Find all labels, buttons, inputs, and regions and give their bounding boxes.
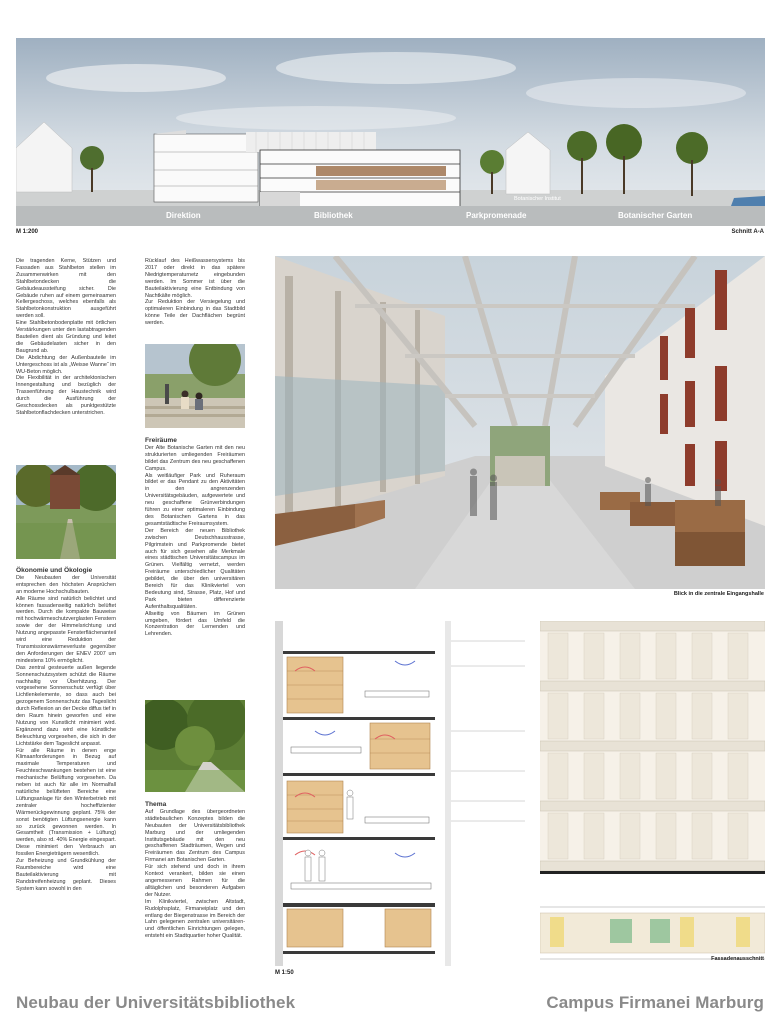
facade-caption: Fassadenausschnitt [711,956,764,962]
render-entrance-hall [275,256,765,589]
text-column-2b [145,436,245,638]
text-column-1b [16,566,116,893]
section-scale: M 1:200 [16,229,39,235]
label-parkpromenade: Parkpromenade [466,211,527,220]
paragraph: Die Abdichtung der Außenbauteile im Untergeschoss ist als „Weisse Wanne“ im WU-Beton möglich. [16,354,116,375]
paragraph: Eine Stahlbetonbodenplatte mit örtlichen Verstärkungen unter den lastabtragenden Bauteilen dient als Gründung und leitet die Gebäudelasten sicher in den Baugrund ab. [16,320,116,354]
photo-students-steps [145,344,245,428]
section-title: Schnitt A-A [731,229,764,235]
paragraph: Der Bereich der neuen Bibliothek zwischen Deutschhausstrasse, Pilgrimstein und Parkpromende bietet auch für sich gesehen alle Merkmale eines städtischen Universitätscampus im Grünen. Vielfältig vernetzt, werden Freiräume unterschiedlicher Qualitäten gebildet, die über den universitären Bereich für das Klinikviertel von Bedeutung sind, Strasse, Platz, Hof und Park bieten differenzierte Aufenthaltsqualitäten. [145,527,245,610]
heading-freiraeume: Freiräume [145,437,177,444]
paragraph: Die tragenden Kerne, Stützen und Fassaden aus Stahlbeton stellen im Zusammenwirken mit den Stahlbetondecken die Gebäudeaussteifung sicher. Die Gebäude ruhen auf einem gemeinsamen Kellergeschoss, welches ebenfalls als Stahlbetonkonstruktion ausgeführt werden soll. [16,258,116,320]
footer-title-right: Campus Firmanei Marburg [546,993,764,1012]
paragraph: Für sich stehend und doch in ihrem Kontext verankert, bilden sie einen angemessenen Rahmen für die alltäglichen und besonderen Aufgaben der Nutzer. [145,864,245,898]
label-institut: Botanischer Institut [514,196,561,202]
paragraph: Auf Grundlage des übergeordneten städtebaulichen Konzeptes bilden die Neubauten der Universitätsbibliothek Marburg und der umliegenden Institutsgebäude mit den neu geschaffenen Stadträumen, Wegen und Freiräumen das Zentrum des Campus Firmanei am Botanischen Garten. [145,808,245,864]
paragraph: Als weitläufiger Park und Ruheraum bildet er das Pendant zu den Aktivitäten in den angrenzenden Universitätsgebäuden, aufgewertete und neu geschaffene Grünverbindungen führen zu einer optimaleren Einbindung des Botanischen Gartens in das gesamtstädtische Freiraumsystem. [145,472,245,527]
section-illustration [16,38,765,226]
paragraph: Für alle Räume in denen enge Klimaanforderungen in Bezug auf maximale Temperaturen und Feuchteschwankungen bestehen ist eine mechanische Belüftung vorgesehen. Da neben ist auch für alle im Normalfall natürliche belüfteten Bereiche eine Lüftungsanlage für den Winterbetrieb mit zentraler hocheffizienter Wärmerückgewinnung geplant. 75% der sonst benötigten Lüftungsenergie kann so zurück gewonnen werden. In Gesamtheit (Transmission + Lüftung) werden, also rd. 40% Energie eingespart. Diese minimiert den Verbrauch an fossilen Energieträgern wesentlich. [16,747,116,858]
paragraph: Die Flexibilität in der architektonischen Innengestaltung und bezüglich der Trassenführung der Haustechnik wird durch die Ausführung der Geschossdecken als punktgestützte Stahlbetonflachdecken unterstrichen. [16,375,116,416]
paragraph: Die Neubauten der Universität entsprechen den höchsten Ansprüchen an moderne Hochschulbauten. [16,574,116,595]
paragraph: Im Klinikviertel, zwischen Altstadt, Rudolphsplatz, Firmaneiplatz und den entlang der Biegenstrasse im Bereich der Lahn gelegenen zentralen universitären- und öffentlichen Einrichtungen gelegen, entsteht ein Stadtquartier hoher Qualität. [145,898,245,940]
heading-oekonomie: Ökonomie und Ökologie [16,567,93,574]
paragraph: Das zentral gesteuerte außen liegende Sonnenschutzsystem schützt die Räume nachhaltig vor Überhitzung. Der vorgesehene Sonnenschutz verfügt über Lichtlenkelemente, so dass auch bei gezogenem Sonnenschutz das Tageslicht durch Reflexion an der Decke diffus tief in den Raum hinein geworfen und eine Nutzung von Kunstlicht minimiert wird. Ergänzend dazu wird eine künstliche Beleuchtung vorgesehen, die sich in der Lichtstärke dem Tageslicht anpasst. [16,664,116,747]
label-direktion: Direktion [166,211,201,220]
label-bibliothek: Bibliothek [314,211,353,220]
paragraph: Zur Reduktion der Versiegelung und optimaleren Einbindung in das Stadtbild könne Teile der Dachflächen begrünt werden. [145,299,245,327]
photo-park-path [16,465,116,559]
paragraph: Allseitig von Bäumen im Grünen umgeben, fördert das Umfeld die Konzentration der Lernenden und Lehrenden. [145,610,245,638]
paragraph: Der Alte Botanische Garten mit den neu strukturierten umliegenden Freiräumen bildet das Zentrum des neu geschaffenen Campus. [145,444,245,472]
footer-title-left: Neubau der Universitätsbibliothek [16,993,296,1012]
paragraph: Alle Räume sind natürlich belichtet und können fassadenseitig natürlich belüftet werden. Durch die kompakte Bauweise mit hochwärmeschutzverglasten Fenstern sowie der der Himmelsrichtung und Nutzung angepasste Fensterflächenanteil wird eine Reduktion der Transmissionswärmeverluste gegenüber den Anforderungen der ENEV 2007 um mindestens 10% ermöglicht. [16,595,116,664]
photo-garden-path [145,700,245,792]
label-botanischer-garten: Botanischer Garten [618,211,693,220]
paragraph: Zur Beheizung und Grundkühlung der Raumbereiche wird eine Bauteilaktivierung mit Randstreifenheizung geplant. Dieses System kann sowohl in den [16,858,116,892]
text-column-2c [145,800,245,940]
text-column-1 [16,258,116,417]
facade-drawing [540,621,765,966]
detail-scale: M 1:50 [275,970,294,976]
heading-thema: Thema [145,801,167,808]
section-drawing [16,38,765,226]
paragraph: Rücklauf des Heißwassersystems bis 2017 oder direkt in das spätere Niedrigtemperaturnetz eingebunden werden. Im Sommer ist über die Bauteilaktivierung eine Entbindung von Nachtkälte möglich. [145,258,245,299]
detail-section-drawing [275,621,530,966]
render-caption: Blick in die zentrale Eingangshalle [673,591,764,597]
text-column-2 [145,258,245,327]
